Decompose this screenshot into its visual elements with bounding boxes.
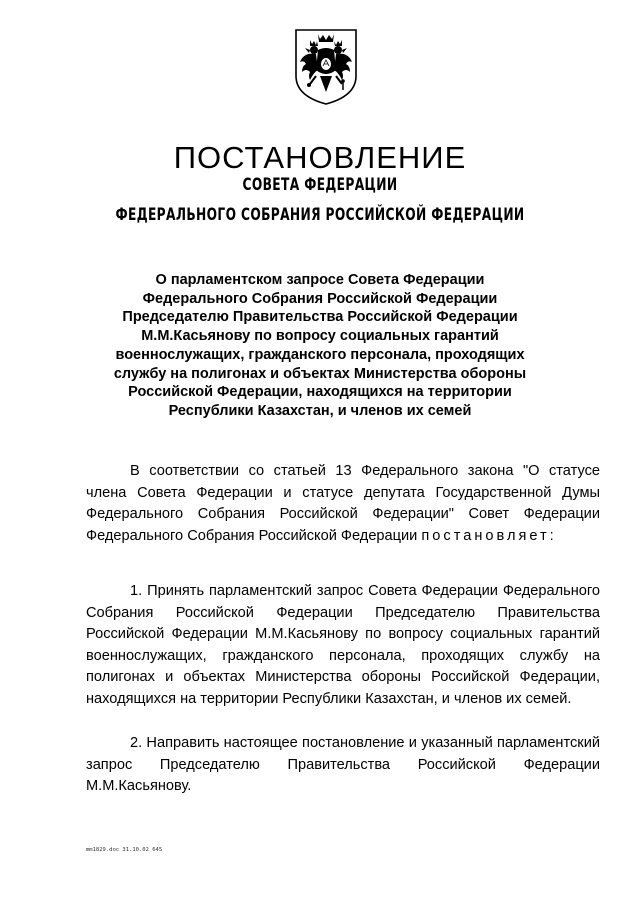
- resolution-item-1: 1. Принять парламентский запрос Совета Федерации Федерального Собрания Российской Федерации Председателю Правительства Российской Федерации М.М.Касьянову по вопросу социальных гарантий военнослужащих, гражданского персонала, проходящих службу на полигонах и объектах Министерства обороны Российской Федерации, находящихся на территории Республики Казахстан, и членов их семей.: [86, 583, 600, 707]
- subject-line: Российской Федерации, находящихся на территории: [128, 384, 512, 401]
- subject-line: Председателю Правительства Российской Федерации: [122, 309, 518, 326]
- preamble-text: В соответствии со статьей 13 Федерального закона "О статусе члена Совета Федерации и статусе депутата Государственной Думы Федерального Собрания Российской Федерации" Совет Федерации Федерального Собрания Российской Федерации: [86, 463, 600, 544]
- coat-of-arms-emblem-icon: [292, 26, 360, 106]
- resolution-item-2: 2. Направить настоящее постановление и указанный парламентский запрос Председателю Правительства Российской Федерации М.М.Касьянову.: [86, 735, 600, 794]
- document-type-title: ПОСТАНОВЛЕНИЕ: [173, 140, 467, 175]
- subject-line: О парламентском запросе Совета Федерации: [155, 272, 485, 288]
- preamble-paragraph: [86, 461, 600, 547]
- preamble-resolves-verb: постановляет:: [421, 527, 557, 544]
- issuer-council-name: СОВЕТА ФЕДЕРАЦИИ: [242, 175, 398, 195]
- subject-line: военнослужащих, гражданского персонала, проходящих: [115, 346, 525, 363]
- document-subject: [80, 271, 560, 421]
- subject-line: Республики Казахстан, и членов их семей: [168, 402, 472, 419]
- subject-line: службу на полигонах и объектах Министерства обороны: [113, 365, 527, 382]
- double-headed-eagle-icon: [292, 26, 360, 106]
- subject-line: Федерального Собрания Российской Федерации: [142, 290, 498, 307]
- subject-line: М.М.Касьянову по вопросу социальных гарантий: [141, 328, 499, 345]
- file-reference-code: mm1829.doc 31.10.02 645: [86, 847, 163, 853]
- issuer-assembly-name: ФЕДЕРАЛЬНОГО СОБРАНИЯ РОССИЙСКОЙ ФЕДЕРАЦИИ: [115, 205, 525, 225]
